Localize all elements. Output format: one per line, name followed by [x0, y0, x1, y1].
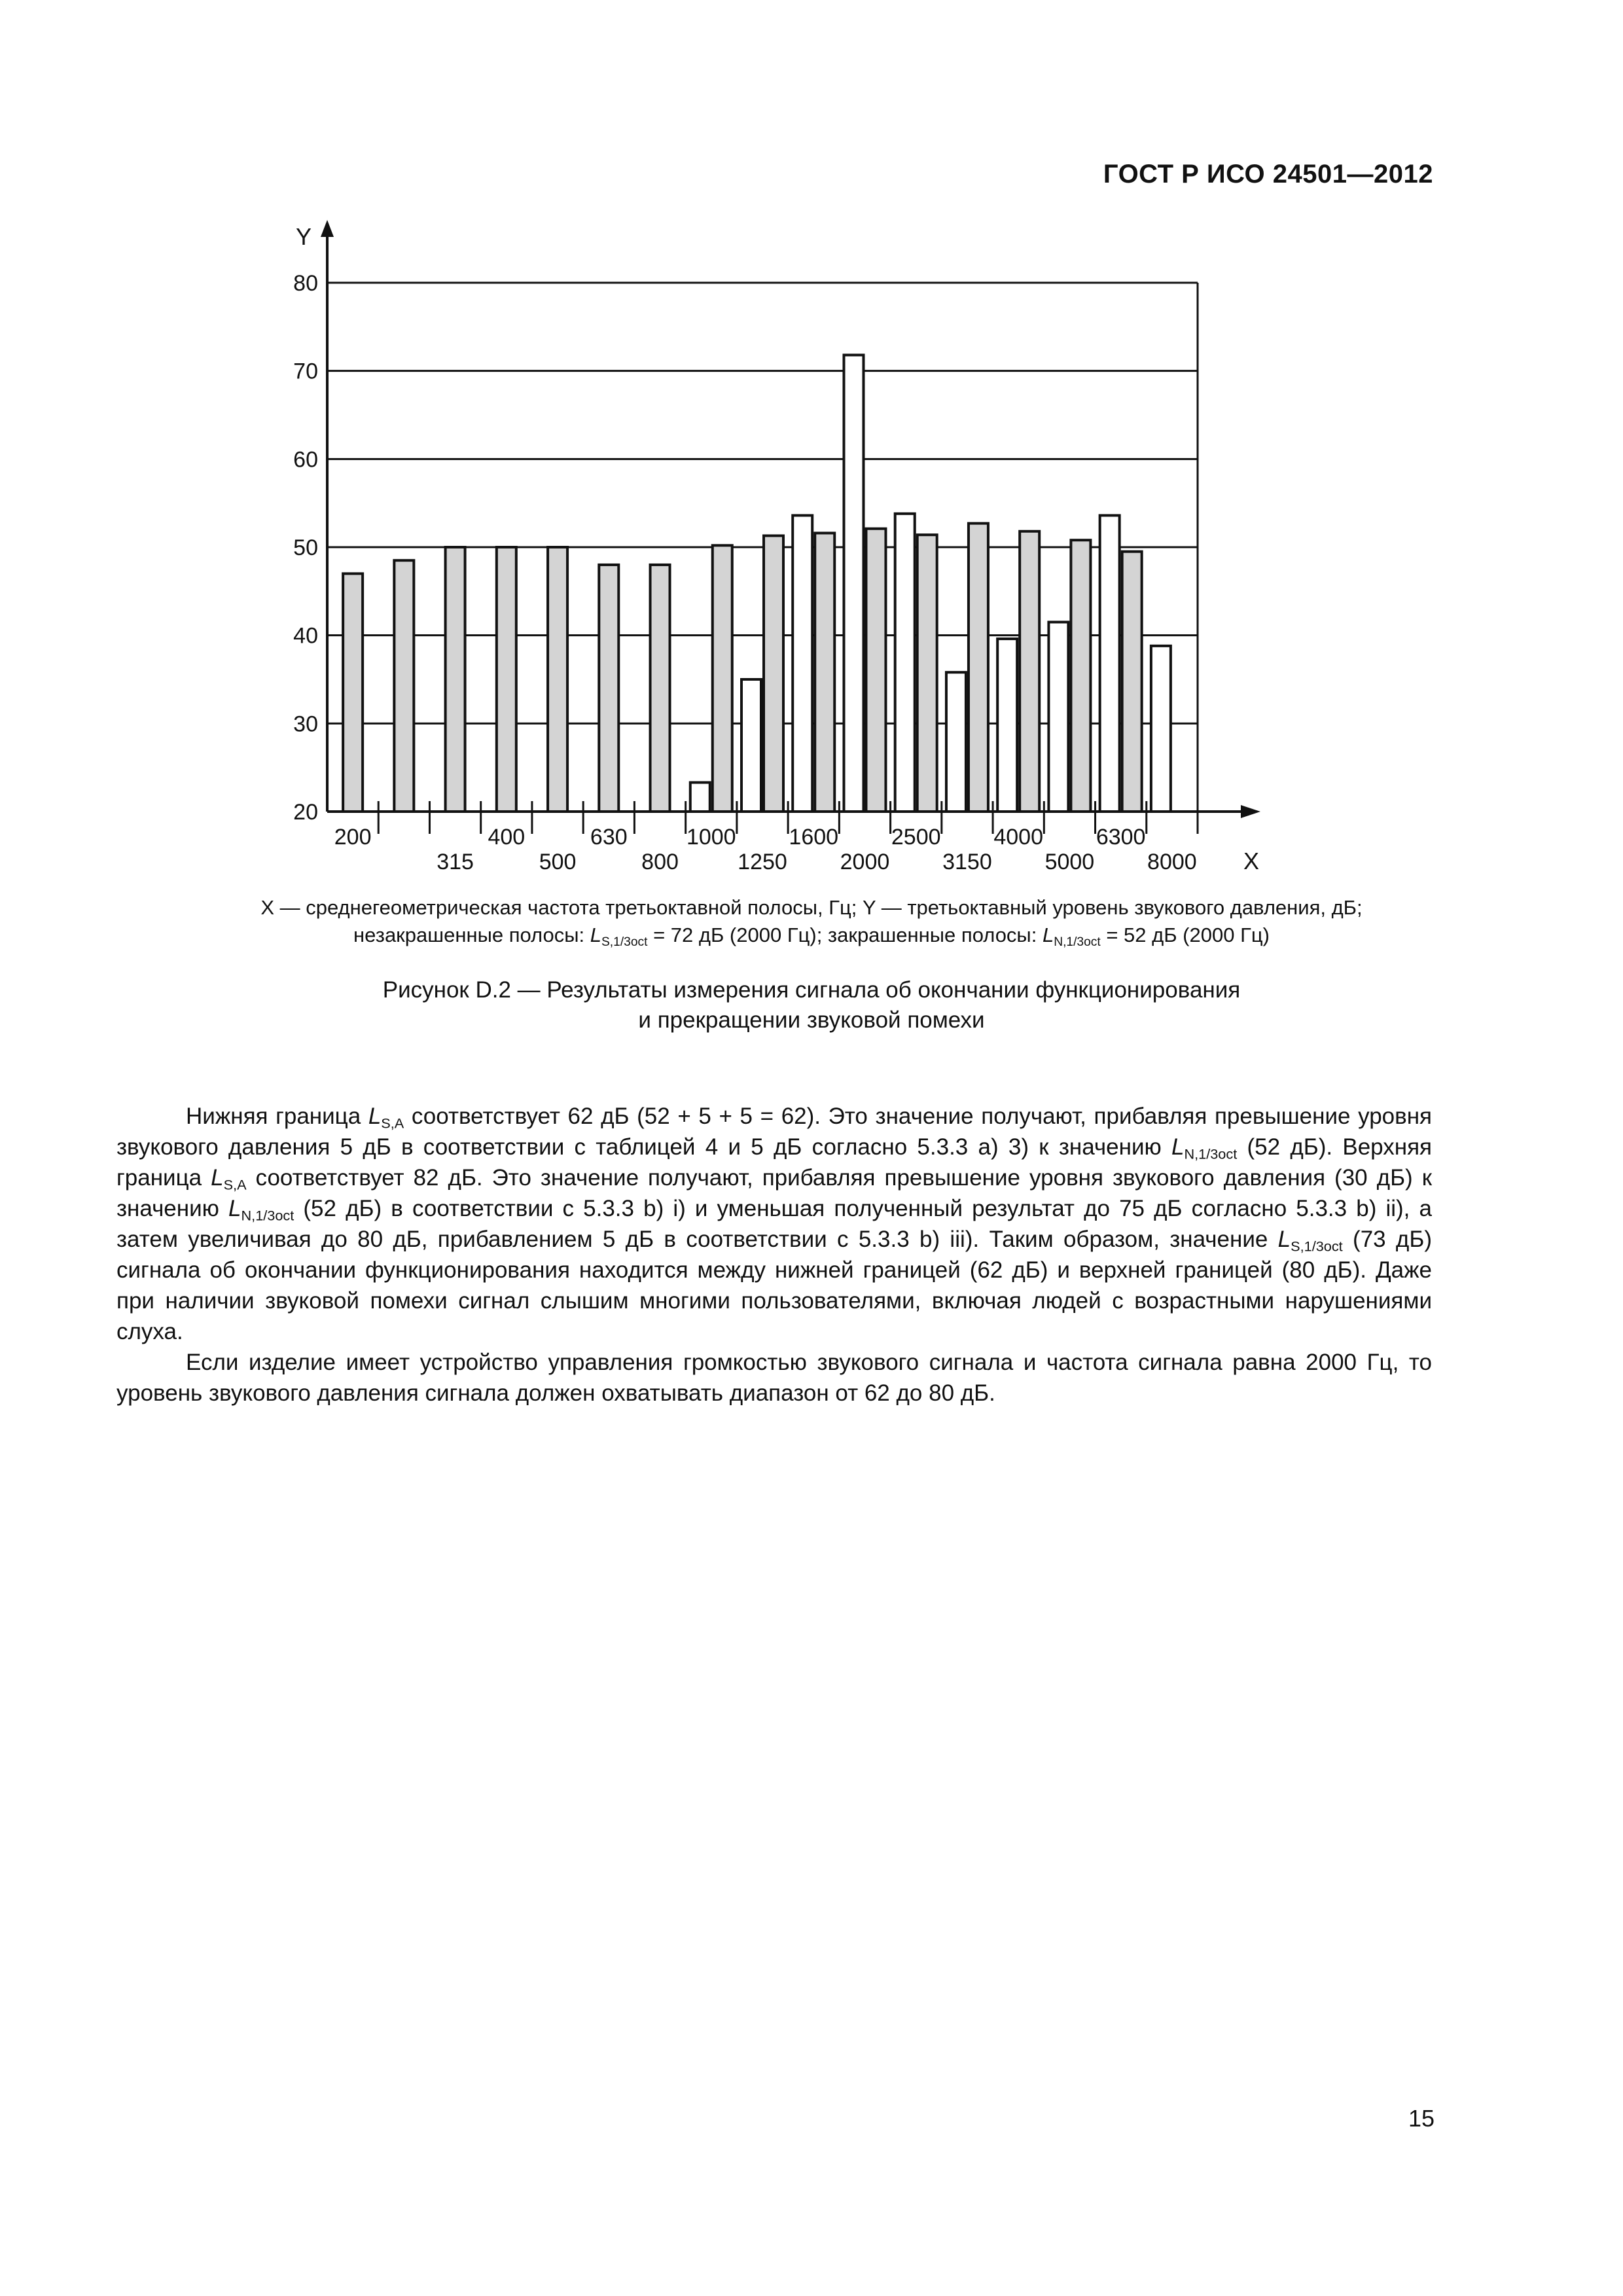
bar-filled-1250 [764, 535, 783, 812]
bar-filled-250 [394, 560, 414, 812]
x-axis-arrow [1241, 805, 1260, 818]
legend-line-1: X — среднегеометрическая частота третьоктавной полосы, Гц; Y — третьоктавный уровень звукового давления, дБ; [260, 896, 1363, 919]
x-tick-label: 5000 [1044, 850, 1095, 874]
x-tick-label: 200 [334, 825, 372, 850]
x-tick-label: 1600 [789, 825, 839, 850]
bar-filled-500 [548, 547, 567, 812]
x-tick-label: 630 [590, 825, 628, 850]
bar-open-1250 [741, 679, 761, 812]
y-tick-label: 80 [293, 271, 318, 296]
bar-filled-315 [446, 547, 465, 812]
y-tick-label: 60 [293, 447, 318, 473]
paragraph-2: Если изделие имеет устройство управления громкостью звукового сигнала и частота сигнала равна 2000 Гц, то уровень звукового давления сигнала должен охватывать диапазон от 62 до 80 дБ. [116, 1350, 1432, 1406]
bar-open-8000 [1151, 646, 1171, 812]
bar-filled-200 [343, 573, 363, 812]
y-tick-label: 50 [293, 535, 318, 560]
x-tick-label: 800 [641, 850, 679, 874]
bar-filled-6300 [1122, 552, 1142, 812]
x-tick-label: 500 [539, 850, 577, 874]
bar-filled-3150 [969, 524, 988, 812]
bar-open-2000 [844, 355, 863, 812]
bar-open-5000 [1048, 622, 1068, 812]
x-tick-label: 400 [488, 825, 526, 850]
y-axis-label: Y [295, 223, 312, 250]
bar-filled-1000 [713, 545, 732, 812]
x-axis-label: X [1243, 848, 1260, 874]
bar-open-4000 [997, 639, 1017, 812]
bar-filled-2000 [866, 529, 885, 812]
x-tick-label: 6300 [1096, 825, 1146, 850]
bar-filled-4000 [1020, 531, 1039, 812]
bar-open-6300 [1100, 516, 1120, 812]
bar-open-3150 [946, 672, 966, 812]
bar-filled-2500 [918, 535, 937, 812]
x-tick-label: 4000 [993, 825, 1043, 850]
x-tick-label: 3150 [942, 850, 992, 874]
y-tick-label: 40 [293, 623, 318, 649]
legend-line-2: незакрашенные полосы: $L_{S,1/3oct} = 72$ дБ (2000 Гц); закрашенные полосы: $L_{N,1/3oct} = 52$ дБ (2000 Гц) [353, 924, 1270, 949]
bar-filled-5000 [1071, 540, 1090, 812]
figure-title-line-2: и прекращении звуковой помехи [638, 1007, 985, 1033]
x-tick-label: 1000 [686, 825, 736, 850]
bar-filled-400 [497, 547, 516, 812]
y-axis-arrow [321, 220, 334, 237]
bar-chart [249, 216, 1309, 884]
y-tick-label: 70 [293, 359, 318, 384]
bar-filled-630 [599, 565, 618, 812]
figure-title-line-1: Рисунок D.2 — Результаты измерения сигнала об окончании функционирования [382, 977, 1241, 1003]
bar-filled-800 [651, 565, 670, 812]
paragraph-1: Нижняя граница $L_{S,A}$ соответствует 62 дБ (52 + 5 + 5 = 62). Это значение получают, прибавляя превышение уровня звукового давления 5 дБ в соответствии с таблицей 4 и 5 дБ согласно 5.3.3 а) 3) к значению $L_{N,1/3oct}$ (52 дБ). Верхняя граница $L_{S,A}$ соответствует 82 дБ. Это значение получают, прибавляя превышение уровня звукового давления (30 дБ) к значению $L_{N,1/3oct}$ (52 дБ) в соответствии с 5.3.3 b) i) и уменьшая полученный результат до 75 дБ согласно 5.3.3 b) ii), а затем увеличивая до 80 дБ, прибавлением 5 дБ в соответствии с 5.3.3 b) iii). Таким образом, значение $L_{S,1/3oct}$ (73 дБ) сигнала об окончании функционирования находится между нижней границей (62 дБ) и верхней границей (80 дБ). Даже при наличии звуковой помехи сигнал слышим многими пользователями, включая людей с возрастными нарушениями слуха. [116, 1103, 1433, 1344]
bar-open-1000 [690, 783, 710, 812]
bar-open-1600 [793, 516, 812, 812]
figure-legend [151, 894, 1472, 949]
bar-open-2500 [895, 514, 915, 812]
figure-title [151, 975, 1472, 1035]
body-text [116, 1101, 1432, 1408]
page-number: 15 [1408, 2105, 1435, 2132]
y-tick-label: 30 [293, 711, 318, 737]
x-tick-label: 315 [437, 850, 474, 874]
bar-filled-1600 [815, 533, 834, 812]
x-tick-label: 8000 [1147, 850, 1197, 874]
x-tick-label: 1250 [738, 850, 787, 874]
y-tick-label: 20 [293, 800, 318, 825]
document-header: ГОСТ Р ИСО 24501—2012 [1103, 160, 1433, 188]
x-tick-label: 2000 [840, 850, 890, 874]
x-tick-label: 2500 [891, 825, 941, 850]
